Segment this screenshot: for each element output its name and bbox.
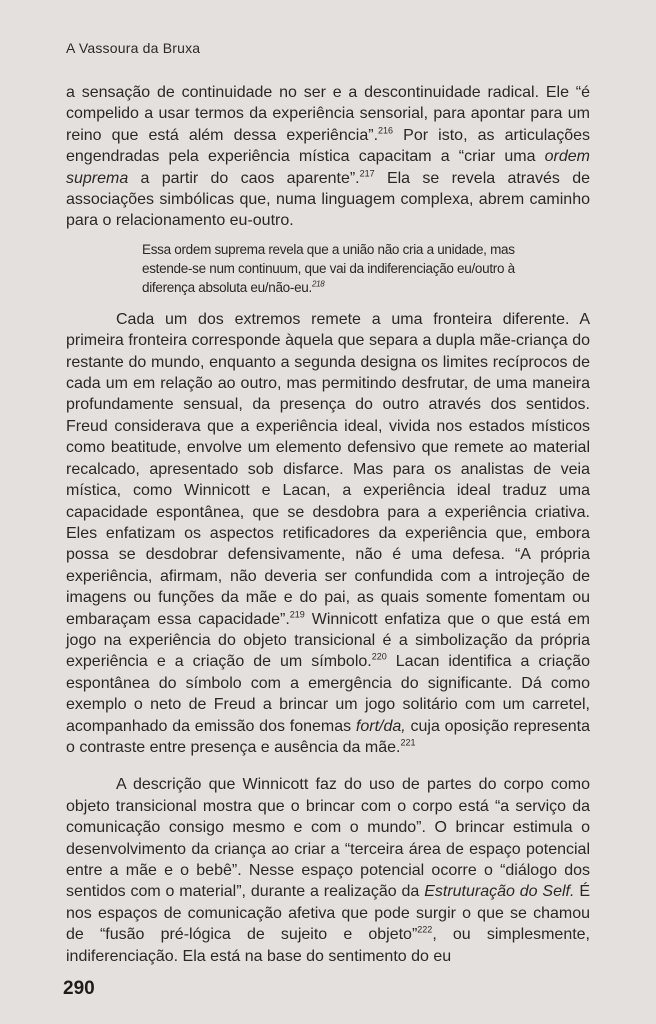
paragraph-2-text-2: Winnicott enfatiza que o que está em jogo na experiência do objeto transicional é a simbolização da própria experiência e a criação de um símbolo. <box>66 610 590 671</box>
paragraph-3-emphasis: Estruturação do Self. <box>424 883 575 901</box>
footnote-ref-221: 221 <box>400 737 416 748</box>
paragraph-3-text-2: É nos espaços de comunicação afetiva que pode surgir o que se chamou de “fusão pré-lógica de sujeito e objeto” <box>66 883 590 944</box>
footnote-ref-216: 216 <box>378 125 394 136</box>
paragraph-3 <box>66 774 590 967</box>
footnote-ref-222: 222 <box>417 924 433 935</box>
paragraph-3-text-3: , ou simplesmente, indiferenciação. Ela está na base do sentimento do eu <box>66 926 590 965</box>
paragraph-2-text-3: Lacan identifica a criação espontânea do símbolo com a emergência do significante. Dá como exemplo o neto de Freud a brincar um jogo solitário com um carretel, acompanhado da emissão dos fonemas <box>66 653 591 735</box>
body-text <box>66 82 590 967</box>
paragraph-2-emphasis: fort/da, <box>355 717 406 735</box>
footnote-ref-220: 220 <box>371 652 387 663</box>
paragraph-2-text-4: cuja oposição representa o contraste entre presença e ausência da mãe. <box>66 717 590 756</box>
paragraph-3-text-1: A descrição que Winnicott faz do uso de partes do corpo como objeto transicional mostra que o brincar com o corpo está “a serviço da comunicação consigo mesmo e com o mundo”. O brincar estimula o desenvolvimento da criança ao criar a “terceira área de espaço potencial entre a mãe e o bebê”. Nesse espaço potencial ocorre o “diálogo dos sentidos com o material”, durante a realização da <box>66 776 590 901</box>
paragraph-1-emphasis: ordem suprema <box>66 148 590 187</box>
paragraph-2 <box>66 309 590 759</box>
paragraph-1-text-4: Ela se revela através de associações simbólicas que, numa linguagem complexa, abrem caminho para o relacionamento eu-outro. <box>66 169 591 230</box>
page-number: 290 <box>63 978 95 999</box>
footnote-ref-219: 219 <box>289 609 305 620</box>
paragraph-1 <box>66 82 590 232</box>
paragraph-1-text-2: Por isto, as articulações engendradas pela experiência mística capacitam a “criar uma <box>66 126 591 166</box>
running-head: A Vassoura da Bruxa <box>66 40 201 56</box>
block-quote <box>142 240 530 297</box>
paragraph-2-text-1: Cada um dos extremos remete a uma fronteira diferente. A primeira fronteira corresponde àquela que separa a dupla mãe-criança do restante do mundo, enquanto a segunda designa os limites recíprocos de cada um em relação ao outro, mas permitindo desfrutar, de uma maneira profundamente sensual, da presença do outro através dos sentidos. Freud considerava que a experiência ideal, vivida nos estados místicos como beatitude, envolve um elemento defensivo que remete ao material recalcado, apresentado sob disfarce. Mas para os analistas de veia mística, como Winnicott e Lacan, a experiência ideal traduz uma capacidade espontânea, que se desdobra para a experiência criativa. Eles enfatizam os aspectos retificadores da experiência que, embora possa se desdobrar defensivamente, não é uma defesa. “A própria experiência, afirmam, não deveria ser confundida com a introjeção de imagens ou funções da mãe e do pai, as quais somente fomentam ou embaraçam essa capacidade”. <box>66 310 590 628</box>
block-quote-text: Essa ordem suprema revela que a união não cria a unidade, mas estende-se num continuum, que vai da indiferenciação eu/outro à diferença absoluta eu/não-eu. <box>142 241 515 295</box>
footnote-ref-217: 217 <box>359 168 375 179</box>
footnote-ref-218: 218 <box>311 279 325 289</box>
paragraph-1-text-1: a sensação de continuidade no ser e a descontinuidade radical. Ele “é compelido a usar termos da experiência sensorial, para apontar para um reino que está além dessa experiência”. <box>66 84 590 144</box>
paragraph-1-text-3: a partir do caos aparente”. <box>128 169 360 187</box>
